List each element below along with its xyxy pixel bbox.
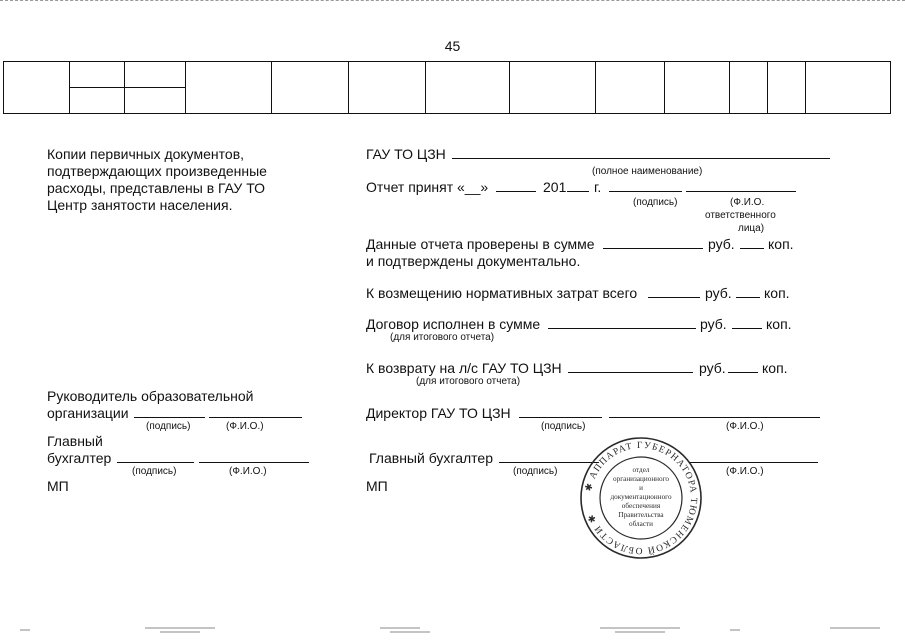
table-cell [125,88,186,114]
head-sign-hint: (подпись) [146,421,191,432]
table-cell [349,62,426,114]
copies-note-line-1: Копии первичных документов, [47,146,245,162]
refund-sum-line [568,372,693,373]
chief-fio-line [690,462,818,463]
refund-hint: (для итогового отчета) [416,376,521,387]
scan-artifacts [0,618,905,638]
reimb-kop-line [736,297,760,298]
contract-sum-line [548,328,696,329]
report-fio-hint-3: лица) [738,223,765,234]
acc-fio-line [199,462,309,463]
report-fio-hint: (Ф.И.О. [730,197,765,208]
checked-rub: руб. [708,236,735,252]
report-year: 201 [543,179,567,195]
director-label: Директор ГАУ ТО ЦЗН [366,405,511,421]
checked-sum-line [603,248,703,249]
official-seal [579,436,703,560]
svg-text:Правительства: Правительства [618,511,664,519]
table-cell [4,62,70,114]
director-sign-line [519,417,602,418]
chief-sign-hint: (подпись) [513,466,558,477]
head-fio-line [209,417,302,418]
table-cell [70,88,125,114]
svg-text:документационного: документационного [610,493,672,501]
acc-label-1: Главный [47,433,103,449]
svg-text:✱ АППАРАТ ГУБЕРНАТОРА ТЮМЕНСКО: ✱ АППАРАТ ГУБЕРНАТОРА ТЮМЕНСКОЙ ОБЛАСТИ ✱ [584,440,699,556]
contract-kop-line [732,328,762,329]
table-cell [510,62,596,114]
chief-fio-hint: (Ф.И.О.) [726,466,764,477]
contract-label: Договор исполнен в сумме [366,316,541,332]
header-table [3,61,891,114]
copies-note-line-2: подтверждающих произведенные [47,163,267,179]
report-sign-line [609,191,682,192]
reimb-sum-line [648,297,700,298]
org-label: ГАУ ТО ЦЗН [366,146,446,162]
checked-kop: коп. [768,236,794,252]
checked-label: Данные отчета проверены в сумме [366,236,595,252]
head-fio-hint: (Ф.И.О.) [226,421,264,432]
head-label-1: Руководитель образовательной [47,388,254,404]
report-sign-hint: (подпись) [633,197,678,208]
table-cell [665,62,730,114]
left-mp: МП [47,478,69,494]
reimb-label: К возмещению нормативных затрат всего [366,285,638,301]
director-sign-hint: (подпись) [541,421,586,432]
table-cell [70,62,125,88]
director-fio-hint: (Ф.И.О.) [726,421,764,432]
refund-kop: коп. [762,360,788,376]
svg-text:отдел: отдел [632,466,650,474]
report-fio-line [686,191,796,192]
top-edge-rule [0,0,905,3]
copies-note-line-3: расходы, представлены в ГАУ ТО [47,180,266,196]
table-cell [426,62,510,114]
svg-text:и: и [639,484,643,492]
refund-rub: руб. [699,360,726,376]
svg-text:области: области [628,520,654,528]
report-accepted-label: Отчет принят «__» [366,179,489,195]
acc-sign-line [117,462,194,463]
checked-label-2: и подтверждены документально. [366,253,581,269]
report-month-line [496,191,536,192]
report-fio-hint-2: ответственного [705,210,776,221]
table-cell [186,62,272,114]
refund-label: К возврату на л/с ГАУ ТО ЦЗН [366,360,562,376]
copies-note-line-4: Центр занятости населения. [47,197,233,213]
checked-kop-line [740,248,764,249]
contract-kop: коп. [766,316,792,332]
head-sign-line [134,417,205,418]
contract-hint: (для итогового отчета) [390,332,495,343]
chief-acc-label: Главный бухгалтер [369,450,493,466]
report-year-suffix: г. [594,179,602,195]
head-label-2: организации [47,405,129,421]
svg-text:организационного: организационного [613,475,669,483]
acc-fio-hint: (Ф.И.О.) [229,466,267,477]
report-year-line [567,191,589,192]
table-cell [806,62,891,114]
acc-sign-hint: (подпись) [132,466,177,477]
refund-kop-line [728,372,758,373]
org-hint: (полное наименование) [592,166,703,177]
table-cell [730,62,768,114]
table-cell [125,62,186,88]
page-number: 45 [444,38,461,54]
acc-label-2: бухгалтер [47,450,112,466]
table-cell [596,62,665,114]
table-cell [272,62,349,114]
right-mp: МП [366,478,388,494]
table-cell [768,62,806,114]
org-name-line [452,158,830,159]
director-fio-line [609,417,820,418]
reimb-rub: руб. [705,285,732,301]
svg-text:обеспечения: обеспечения [621,502,661,510]
reimb-kop: коп. [764,285,790,301]
contract-rub: руб. [700,316,727,332]
